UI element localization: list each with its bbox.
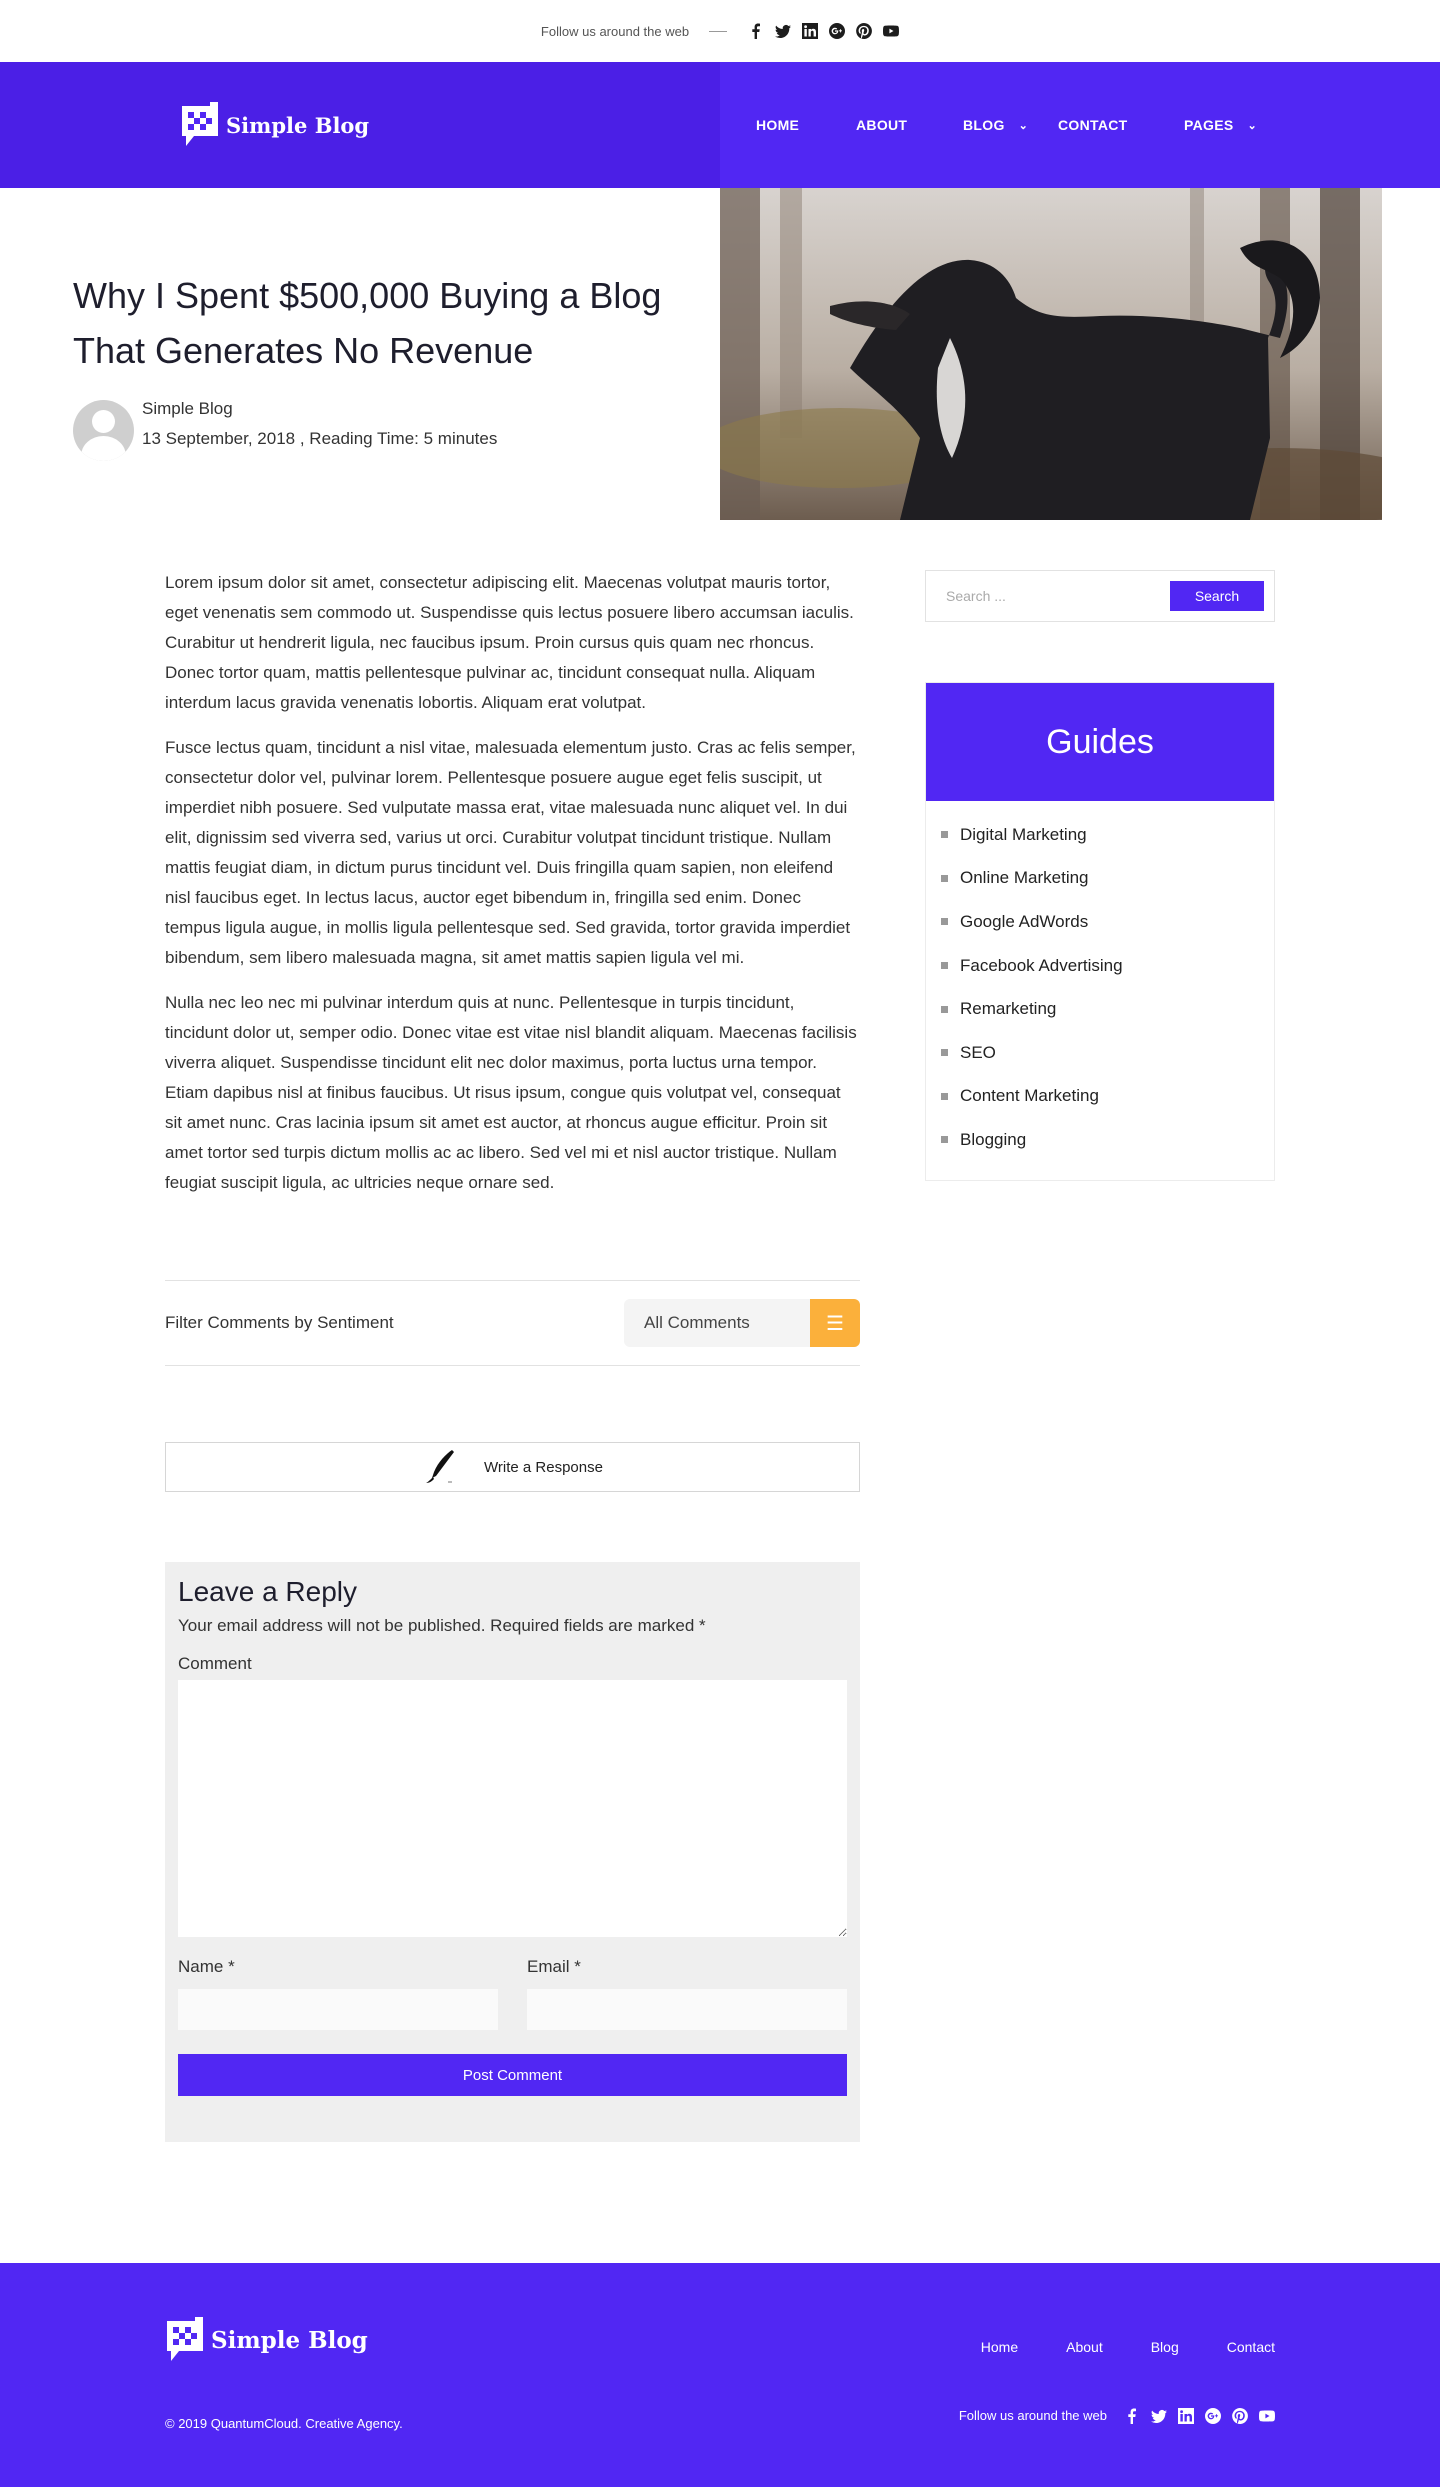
top-social-bar [0,0,1440,62]
bullet-icon [941,918,948,925]
twitter-icon[interactable] [1150,2407,1167,2424]
guide-link[interactable] [941,1118,1274,1162]
hero-image [720,188,1382,520]
guide-label: Digital Marketing [960,824,1087,844]
reply-title: Leave a Reply [178,1576,358,1607]
footer-social [959,2407,1275,2424]
paragraph: Lorem ipsum dolor sit amet, consectetur adipiscing elit. Maecenas volutpat mauris tortor, eget venenatis sem commodo ut. Suspendisse quis lectus posuere libero accumsan iaculis. Curabitur ut hendrerit ligula, nec faucibus ipsum. Proin cursus quis quam nec rhoncus. Donec tortor quam, mattis pellentesque pulvinar ac, tincidunt consequat nulla. Aliquam interdum lacus gravida venenatis lobortis. Aliquam erat volutpat. [165,573,854,712]
guide-label: Blogging [960,1129,1027,1149]
footer-logo[interactable] [165,2315,368,2365]
comment-filter [165,1280,860,1366]
brand-name: Simple Blog [226,112,370,138]
brand-name: Simple Blog [211,2326,368,2354]
main-nav [756,62,1257,188]
comment-label: Comment [178,1654,252,1673]
write-response-button[interactable] [165,1442,860,1492]
chevron-down-icon: ⌄ [1018,119,1029,132]
guide-link[interactable] [941,1031,1274,1075]
nav-label: PAGES [1184,117,1234,133]
facebook-icon[interactable] [747,23,764,40]
guide-link[interactable] [941,1075,1274,1119]
guides-title: Guides [926,683,1274,801]
filter-label: Filter Comments by Sentiment [165,1313,394,1332]
copyright: © 2019 QuantumCloud. Creative Agency. [165,2416,403,2431]
linkedin-icon[interactable] [1177,2407,1194,2424]
google-plus-icon[interactable] [1204,2407,1221,2424]
nav-item-pages[interactable] [1184,117,1257,133]
footer-link-about[interactable]: About [1066,2339,1103,2355]
sentiment-filter-select[interactable] [624,1299,860,1347]
quill-pen-icon [422,1448,460,1486]
footer-nav [981,2339,1275,2355]
social-links [747,23,899,40]
name-label: Name * [178,1957,235,1976]
nav-label: ABOUT [856,117,908,133]
post-date-reading-time: 13 September, 2018 , Reading Time: 5 minutes [142,429,498,448]
nav-item-blog[interactable] [963,117,1058,133]
nav-label: CONTACT [1058,117,1128,133]
nav-label: HOME [756,117,800,133]
twitter-icon[interactable] [774,23,791,40]
guides-list [926,801,1274,1162]
paragraph: Nulla nec leo nec mi pulvinar interdum quis at nunc. Pellentesque in turpis tincidunt, tincidunt dolor ut, semper odio. Donec vitae est vitae nisl blandit aliquam. Maecenas facilisis viverra aliquet. Suspendisse tincidunt elit nec dolor maximus, porta luctus urna tempor. Etiam dapibus nisl at finibus faucibus. Ut risus ipsum, congue quis volutpat vel, consequat sit amet nunc. Cras lacinia ipsum sit amet est auctor, at rhoncus augue efficitur. Proin sit amet tortor sed turpis dictum mollis ac ac libero. Sed vel mi et nisl auctor tristique. Nullam feugiat suscipit ligula, ac ultricies neque ornare sed. [165,993,857,1192]
email-input[interactable] [527,1989,847,2030]
guide-label: Remarketing [960,999,1057,1019]
bullet-icon [941,1136,948,1143]
logo-icon [165,2315,205,2365]
site-header [0,62,1440,188]
sidebar-search [925,570,1275,622]
footer-link-blog[interactable]: Blog [1150,2339,1179,2355]
menu-icon[interactable]: ☰ [810,1299,860,1347]
bullet-icon [941,1049,948,1056]
bullet-icon [941,831,948,838]
follow-text: Follow us around the web [540,23,690,39]
guide-label: Facebook Advertising [960,955,1123,975]
avatar [73,400,134,461]
divider [709,31,727,32]
guide-label: Online Marketing [960,868,1089,888]
post-title: Why I Spent $500,000 Buying a Blog That Generates No Revenue [73,275,662,371]
footer-link-contact[interactable]: Contact [1226,2339,1275,2355]
guide-link[interactable] [941,987,1274,1031]
search-input[interactable] [946,581,1170,611]
bullet-icon [941,875,948,882]
guides-widget [925,682,1275,1181]
email-label: Email * [527,1957,581,1976]
write-response-label: Write a Response [484,1458,603,1476]
guide-label: Google AdWords [960,911,1089,931]
nav-item-contact[interactable] [1058,117,1184,133]
post-body [165,568,860,1213]
follow-text: Follow us around the web [958,2408,1107,2423]
paragraph: Fusce lectus quam, tincidunt a nisl vitae, malesuada elementum justo. Cras ac felis semper, consectetur dolor vel, pulvinar lorem. Pellentesque posuere augue eget felis suscipit, ut imperdiet nibh posuere. Sed vulputate massa erat, vitae malesuada nunc aliquet vel. In dui elit, dignissim sed viverra sed, varius ut orci. Curabitur volutpat tincidunt tristique. Nullam mattis feugiat diam, in dictum purus tincidunt vel. Duis fringilla quam sapien, non eleifend nisl faucibus eget. In lectus lacus, auctor eget bibendum in, fringilla sed enim. Donec tempus ligula augue, in mollis ligula pellentesque sed. Sed gravida, tortor gravida imperdiet bibendum, sem libero malesuada magna, sit amet mattis sapien ligula vel mi. [165,738,856,967]
bullet-icon [941,1006,948,1013]
post-meta [142,394,497,454]
search-button[interactable]: Search [1170,581,1264,611]
pinterest-icon[interactable] [855,23,872,40]
guide-link[interactable] [941,813,1274,857]
linkedin-icon[interactable] [801,23,818,40]
social-links [1123,2407,1275,2424]
name-input[interactable] [178,1989,498,2030]
google-plus-icon[interactable] [828,23,845,40]
bullet-icon [941,962,948,969]
reply-form [165,1562,860,2142]
nav-item-about[interactable] [856,117,963,133]
post-author [73,400,497,461]
logo-icon [180,100,220,150]
nav-label: BLOG [963,117,1005,133]
guide-link[interactable] [941,900,1274,944]
site-logo[interactable] [180,100,369,150]
guide-link[interactable] [941,944,1274,988]
footer-link-home[interactable]: Home [980,2339,1019,2355]
youtube-icon[interactable] [1258,2407,1275,2424]
pinterest-icon[interactable] [1231,2407,1248,2424]
chevron-down-icon: ⌄ [1247,119,1258,132]
guide-label: Content Marketing [960,1086,1099,1106]
post-comment-button[interactable]: Post Comment [178,2054,847,2096]
bullet-icon [941,1093,948,1100]
comment-textarea[interactable] [178,1680,847,1937]
facebook-icon[interactable] [1123,2407,1140,2424]
guide-label: SEO [960,1042,996,1062]
nav-item-home[interactable] [756,117,856,133]
reply-note: Your email address will not be published. Required fields are marked * [178,1616,706,1635]
youtube-icon[interactable] [882,23,899,40]
site-footer [0,2263,1440,2487]
author-name[interactable]: Simple Blog [142,399,233,418]
filter-value: All Comments [644,1313,750,1332]
guide-link[interactable] [941,857,1274,901]
